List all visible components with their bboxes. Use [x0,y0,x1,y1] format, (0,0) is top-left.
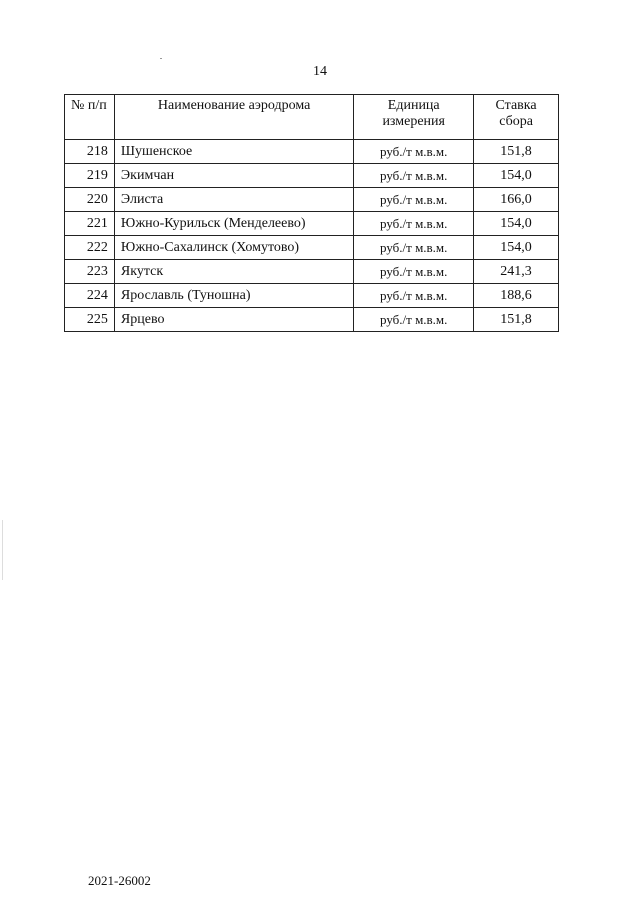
row-number: 222 [65,236,115,260]
header-aerodrome-name: Наименование аэродрома [114,95,353,140]
header-unit-line1: Единица [387,98,440,113]
row-rate: 154,0 [474,164,559,188]
row-aerodrome-name: Шушенское [114,140,353,164]
table-row [65,308,559,332]
row-unit: руб./т м.в.м. [354,308,474,332]
row-rate: 166,0 [474,188,559,212]
row-unit: руб./т м.в.м. [354,164,474,188]
row-number: 223 [65,260,115,284]
row-unit: руб./т м.в.м. [354,260,474,284]
aerodrome-fee-table [64,94,559,332]
header-rate [474,95,559,140]
table-row [65,212,559,236]
row-number: 225 [65,308,115,332]
table-header-row [65,95,559,140]
row-unit: руб./т м.в.м. [354,140,474,164]
header-number: № п/п [65,95,115,140]
row-rate: 151,8 [474,140,559,164]
scan-speck [160,58,162,59]
row-unit: руб./т м.в.м. [354,236,474,260]
page-number: 14 [313,64,327,79]
row-number: 218 [65,140,115,164]
row-number: 220 [65,188,115,212]
row-rate: 241,3 [474,260,559,284]
header-unit [354,95,474,140]
row-unit: руб./т м.в.м. [354,284,474,308]
table-row [65,260,559,284]
table-row [65,140,559,164]
row-aerodrome-name: Ярцево [114,308,353,332]
row-number: 224 [65,284,115,308]
header-rate-line2: сбора [499,114,533,129]
row-rate: 154,0 [474,236,559,260]
row-aerodrome-name: Якутск [114,260,353,284]
table-row [65,188,559,212]
row-aerodrome-name: Южно-Курильск (Менделеево) [114,212,353,236]
row-aerodrome-name: Экимчан [114,164,353,188]
header-unit-line2: измерения [382,114,445,129]
row-unit: руб./т м.в.м. [354,212,474,236]
document-code: 2021-26002 [88,873,151,888]
row-aerodrome-name: Элиста [114,188,353,212]
row-aerodrome-name: Ярославль (Туношна) [114,284,353,308]
header-rate-line1: Ставка [495,98,537,113]
scan-edge-mark [2,520,3,580]
row-rate: 188,6 [474,284,559,308]
row-number: 219 [65,164,115,188]
row-unit: руб./т м.в.м. [354,188,474,212]
row-aerodrome-name: Южно-Сахалинск (Хомутово) [114,236,353,260]
row-rate: 154,0 [474,212,559,236]
row-number: 221 [65,212,115,236]
row-rate: 151,8 [474,308,559,332]
table-row [65,236,559,260]
table-row [65,284,559,308]
table-row [65,164,559,188]
